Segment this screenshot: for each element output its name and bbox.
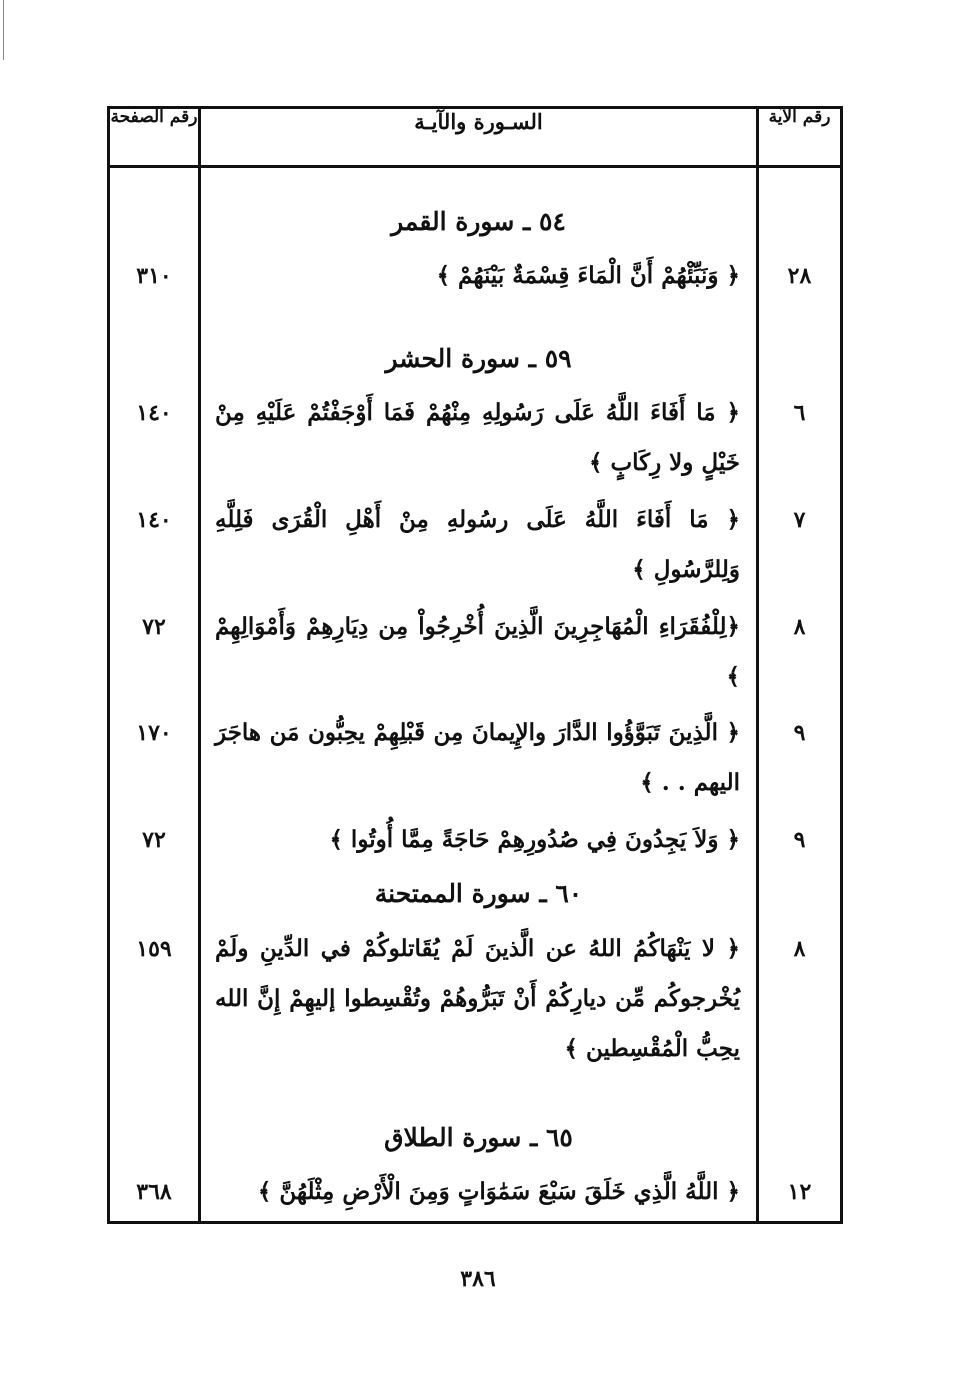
aya-number: ١٢ [787, 1179, 812, 1206]
verse-index-table [107, 106, 843, 1224]
page-number: ١٤٠ [136, 400, 172, 427]
surah-title-row [109, 868, 842, 923]
verse-text: ﴿ مَا أَفَاءَ اللَّهُ عَلَى رسُولهِ مِنْ أَهْلِ الْقُرَى فَلِلَّهِ وَلِلرَّسُولِ ﴾ [215, 506, 740, 584]
verse-text: ﴿ لا يَنْهَاكُمُ اللهُ عن الَّذينَ لَمْ يُقَاتلوكُمْ في الدِّينِ ولَمْ يُخْرجوكُم مِّن ديارِكُمْ أَنْ تَبَرُّوهُمْ وتُقْسِطوا إليهِمْ إِنَّ الله يحِبُّ الْمُقْسِطين ﴾ [215, 934, 740, 1062]
surah-title-row [109, 333, 842, 388]
table-row [109, 388, 842, 495]
surah-verse-header: السـورة والآيـة [200, 108, 758, 167]
table-row [109, 1167, 842, 1220]
surah-title: ٦٥ ـ سورة الطلاق [384, 1123, 573, 1152]
page-number-footer: ٣٨٦ [460, 1266, 496, 1292]
verse-text: ﴿ وَنَبِّئْهُمْ أَنَّ الْمَاءَ قِسْمَةٌ بَيْنَهُمْ ﴾ [436, 262, 740, 290]
table-row [109, 251, 842, 304]
table-row [109, 602, 842, 709]
table-row [109, 924, 842, 1084]
page-number: ١٤٠ [136, 507, 172, 534]
scan-edge-line [3, 0, 4, 60]
page-number: ١٥٩ [136, 935, 172, 962]
surah-title: ٦٠ ـ سورة الممتحنة [374, 879, 583, 909]
aya-number: ٨ [793, 935, 806, 962]
page-number: ٧٢ [142, 827, 166, 854]
page-number: ٣٦٨ [136, 1179, 172, 1206]
surah-title: ٥٤ ـ سورة القمر [391, 207, 566, 236]
table-row [109, 815, 842, 868]
verse-text: ﴿ اللَّهُ الَّذِي خَلَقَ سَبْعَ سَمَٰوَاتٍ وَمِنَ الْأَرْضِ مِثْلَهُنَّ ﴾ [257, 1178, 740, 1206]
aya-number: ٢٨ [787, 263, 812, 290]
surah-title-row [109, 196, 842, 251]
aya-number: ٧ [793, 507, 806, 534]
aya-number: ٩ [793, 827, 806, 854]
page-number: ٧٢ [142, 613, 166, 640]
page-number: ٣١٠ [136, 263, 172, 290]
aya-number-header: رقم الآية [758, 108, 842, 167]
aya-number: ٩ [793, 720, 806, 747]
page-number-header: رقم الصفحة [109, 108, 200, 167]
table-header-row [109, 108, 842, 167]
aya-number: ٦ [793, 400, 806, 427]
verse-text: ﴿ الَّذِينَ تَبَوَّؤُوا الدَّارَ والإِيمانَ مِن قَبْلِهِمْ يحِبُّون مَن هاجَرَ اليهم . . ﴾ [215, 719, 740, 797]
surah-title-row [109, 1112, 842, 1167]
verse-text: ﴿ مَا أَفَاءَ اللَّهُ عَلَى رَسُولِهِ مِنْهُمْ فَمَا أَوْجَفْتُمْ عَلَيْهِ مِنْ خَيْلٍ ولا رِكَابٍ ﴾ [215, 399, 740, 477]
table-row [109, 708, 842, 815]
surah-title: ٥٩ ـ سورة الحشر [385, 343, 572, 373]
aya-number: ٨ [793, 613, 806, 640]
verse-text: ﴿ وَلاَ يَجِدُونَ فِي صُدُورِهِمْ حَاجَةً مِمَّا أُوتُوا ﴾ [329, 826, 740, 854]
table-row [109, 495, 842, 602]
page-number: ١٧٠ [136, 720, 172, 747]
verse-text: ﴿لِلْفُقَرَاءِ الْمُهَاجِرِينَ الَّذِينَ أُخْرِجُواْ مِن دِيَارِهِمْ وَأَمْوَالِهِمْ ﴾ [215, 612, 740, 690]
